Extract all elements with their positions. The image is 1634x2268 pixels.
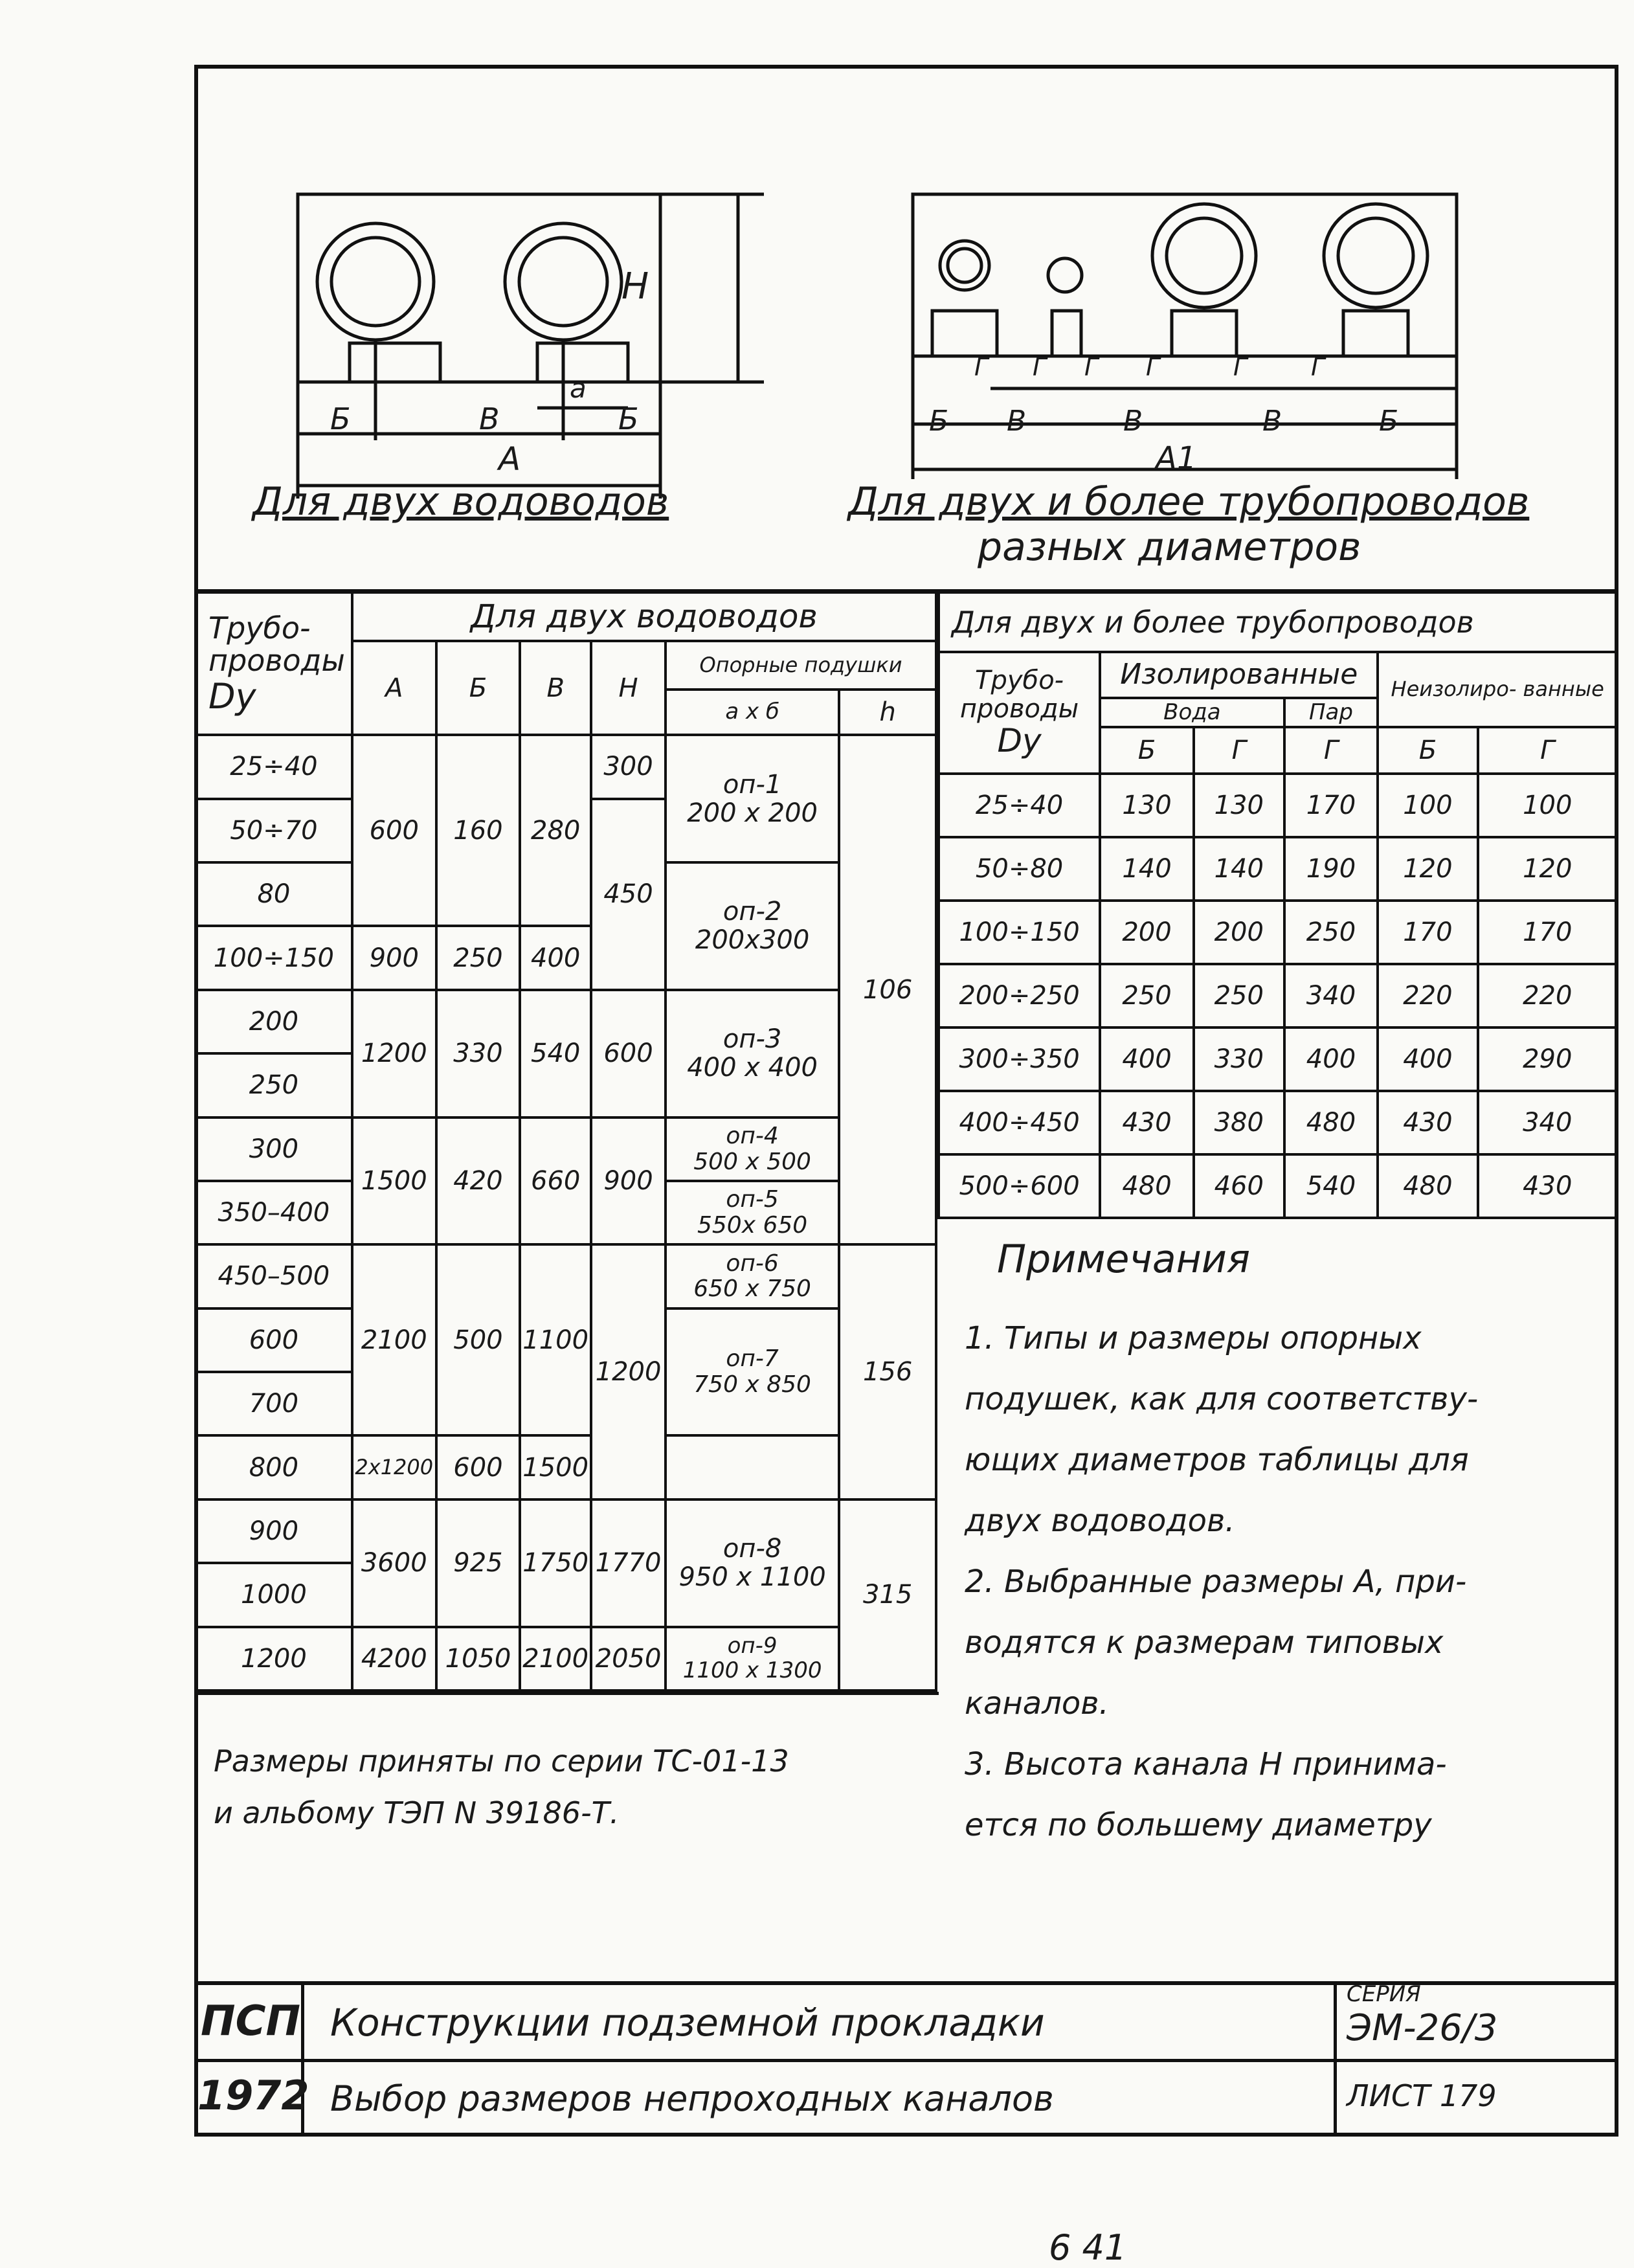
- cell-dy: 50÷70: [196, 799, 352, 862]
- cell-B: 925: [436, 1499, 520, 1627]
- dim-G-2: Г: [1033, 353, 1047, 381]
- cell-support: оп-4 500 х 500: [666, 1117, 839, 1181]
- cell-nB: 400: [1378, 1027, 1477, 1091]
- cell-sG: 250: [1284, 901, 1378, 964]
- cell-V: 2100: [520, 1627, 591, 1691]
- cell-dy: 200: [196, 990, 352, 1053]
- cell-wG: 200: [1194, 901, 1284, 964]
- cell-nG: 340: [1478, 1091, 1618, 1154]
- note-line: подушек, как для соответству-: [965, 1381, 1479, 1417]
- cell-H: 600: [591, 990, 666, 1117]
- cell-V: 540: [520, 990, 591, 1117]
- caption-different-diameters: разных диаметров: [978, 524, 1361, 570]
- series-label: СЕРИЯ: [1347, 1981, 1421, 2007]
- th-noninsulated: Неизолиро- ванные: [1378, 652, 1617, 727]
- dim-B-r1: Б: [929, 405, 949, 438]
- cell-support: [666, 1435, 839, 1499]
- dim-G-6: Г: [1311, 353, 1325, 381]
- cell-support: оп-5 550х 650: [666, 1181, 839, 1244]
- drawing-multiple-pipes: [893, 181, 1515, 505]
- cell-A: 2х1200: [352, 1435, 436, 1499]
- th-A: А: [352, 641, 436, 735]
- cell-wB: 200: [1100, 901, 1194, 964]
- th-group-multiple: Для двух и более трубопроводов: [939, 592, 1617, 652]
- source-note-line: Размеры приняты по серии ТС-01-13: [214, 1744, 789, 1779]
- cell-sG: 480: [1284, 1091, 1378, 1154]
- cell-nG: 290: [1478, 1027, 1618, 1091]
- cell-h: 156: [839, 1244, 936, 1499]
- cell-nG: 120: [1478, 837, 1618, 901]
- cell-dy-r: 400÷450: [939, 1091, 1100, 1154]
- note-line: двух водоводов.: [965, 1503, 1235, 1539]
- cell-B: 500: [436, 1244, 520, 1435]
- th-pipes: Трубо- проводы Dу: [196, 592, 352, 735]
- table-multiple-pipes: [937, 591, 1618, 1219]
- cell-wB: 140: [1100, 837, 1194, 901]
- cell-B: 250: [436, 926, 520, 989]
- cell-sG: 400: [1284, 1027, 1378, 1091]
- cell-wG: 130: [1194, 774, 1284, 837]
- cell-dy: 600: [196, 1308, 352, 1372]
- caption-multiple-pipes: Для двух и более трубопроводов: [848, 479, 1530, 524]
- cell-support: оп-9 1100 х 1300: [666, 1627, 839, 1691]
- dim-G-3: Г: [1084, 353, 1099, 381]
- title-block-divider: [194, 2059, 1618, 2062]
- cell-sG: 190: [1284, 837, 1378, 901]
- source-note: [214, 1735, 789, 1839]
- cell-V: 400: [520, 926, 591, 989]
- cell-h: 106: [839, 735, 936, 1244]
- cell-dy: 450–500: [196, 1244, 352, 1308]
- th-pipes-r: Трубо- проводы Dу: [939, 652, 1100, 774]
- year: 1972: [197, 2072, 309, 2119]
- th-insulated: Изолированные: [1100, 652, 1378, 698]
- cell-wG: 330: [1194, 1027, 1284, 1091]
- cell-sG: 340: [1284, 964, 1378, 1027]
- note-line: ется по большему диаметру: [965, 1807, 1432, 1843]
- note-line: 2. Выбранные размеры А, при-: [965, 1564, 1467, 1600]
- th-sG: Г: [1284, 727, 1378, 773]
- cell-support: оп-1 200 х 200: [666, 735, 839, 862]
- note-line: 3. Высота канала Н принима-: [965, 1746, 1447, 1782]
- cell-V: 1100: [520, 1244, 591, 1435]
- th-H: Н: [591, 641, 666, 735]
- pipe-1: [317, 223, 434, 340]
- cell-A: 600: [352, 735, 436, 926]
- cell-dy-r: 25÷40: [939, 774, 1100, 837]
- cell-dy: 25÷40: [196, 735, 352, 798]
- cell-B: 420: [436, 1117, 520, 1245]
- dim-H: Н: [621, 265, 649, 308]
- cell-B: 160: [436, 735, 520, 926]
- note-line: ющих диаметров таблицы для: [965, 1442, 1469, 1478]
- cell-sG: 540: [1284, 1154, 1378, 1218]
- cell-H: 450: [591, 799, 666, 990]
- notes-body: [965, 1308, 1478, 1856]
- cell-nB: 220: [1378, 964, 1477, 1027]
- dim-V-r1: В: [1007, 405, 1027, 438]
- cell-B: 330: [436, 990, 520, 1117]
- cell-dy-r: 200÷250: [939, 964, 1100, 1027]
- dim-V-r3: В: [1262, 405, 1282, 438]
- org-name: ПСП: [201, 1997, 301, 2045]
- dim-G-5: Г: [1233, 353, 1248, 381]
- th-wB: Б: [1100, 727, 1194, 773]
- dim-a: а: [570, 372, 587, 404]
- cell-H: 300: [591, 735, 666, 798]
- cell-nG: 220: [1478, 964, 1618, 1027]
- th-nB: Б: [1378, 727, 1477, 773]
- cell-dy-r: 50÷80: [939, 837, 1100, 901]
- cell-support: оп-7 750 х 850: [666, 1308, 839, 1436]
- th-water: Вода: [1100, 698, 1284, 727]
- th-h: h: [839, 690, 936, 735]
- cell-H: 1770: [591, 1499, 666, 1627]
- cell-wG: 140: [1194, 837, 1284, 901]
- cell-A: 2100: [352, 1244, 436, 1435]
- cell-support: оп-2 200х300: [666, 862, 839, 990]
- cell-dy: 300: [196, 1117, 352, 1181]
- cell-B: 600: [436, 1435, 520, 1499]
- cell-nG: 170: [1478, 901, 1618, 964]
- cell-dy: 800: [196, 1435, 352, 1499]
- cell-H: 2050: [591, 1627, 666, 1691]
- th-axb: а х б: [666, 690, 839, 735]
- dim-G-1: Г: [974, 353, 989, 381]
- table-bottom-rule: [194, 1692, 939, 1695]
- cell-dy: 1200: [196, 1627, 352, 1691]
- cell-wG: 380: [1194, 1091, 1284, 1154]
- note-line: 1. Типы и размеры опорных: [965, 1320, 1422, 1356]
- th-wG: Г: [1194, 727, 1284, 773]
- cell-dy: 1000: [196, 1563, 352, 1626]
- drawing-two-water-pipes: [246, 168, 803, 531]
- cell-H: 900: [591, 1117, 666, 1245]
- dim-V-r2: В: [1123, 405, 1143, 438]
- cell-V: 1500: [520, 1435, 591, 1499]
- cell-B: 1050: [436, 1627, 520, 1691]
- cell-nB: 120: [1378, 837, 1477, 901]
- title-line-2: Выбор размеров непроходных каналов: [330, 2078, 1054, 2119]
- th-steam: Пар: [1284, 698, 1378, 727]
- cell-support: оп-3 400 х 400: [666, 990, 839, 1117]
- cell-sG: 170: [1284, 774, 1378, 837]
- cell-dy-r: 100÷150: [939, 901, 1100, 964]
- sheet-label: ЛИСТ 179: [1347, 2078, 1497, 2113]
- cell-wB: 130: [1100, 774, 1194, 837]
- cell-nB: 170: [1378, 901, 1477, 964]
- cell-wG: 460: [1194, 1154, 1284, 1218]
- cell-nB: 430: [1378, 1091, 1477, 1154]
- bottom-mark: 6 41: [1049, 2227, 1127, 2268]
- th-supports: Опорные подушки: [666, 641, 936, 690]
- cell-wB: 480: [1100, 1154, 1194, 1218]
- dim-B-r2: Б: [1379, 405, 1399, 438]
- dim-A1: А1: [1156, 440, 1197, 477]
- cell-dy: 350–400: [196, 1181, 352, 1244]
- cell-nB: 480: [1378, 1154, 1477, 1218]
- cell-wG: 250: [1194, 964, 1284, 1027]
- cell-dy: 100÷150: [196, 926, 352, 989]
- dim-A: А: [498, 440, 521, 478]
- cell-dy: 80: [196, 862, 352, 926]
- cell-dy: 700: [196, 1372, 352, 1435]
- cell-dy-r: 500÷600: [939, 1154, 1100, 1218]
- cell-dy: 900: [196, 1499, 352, 1563]
- dim-B-right: Б: [618, 401, 639, 436]
- dim-V: В: [479, 401, 500, 436]
- dim-G-4: Г: [1146, 353, 1160, 381]
- th-B: Б: [436, 641, 520, 735]
- th-group-two-water: Для двух водоводов: [352, 592, 936, 641]
- table-two-water-pipes: [194, 591, 937, 1692]
- cell-V: 1750: [520, 1499, 591, 1627]
- source-note-line: и альбому ТЭП N 39186-Т.: [214, 1795, 620, 1830]
- th-V: В: [520, 641, 591, 735]
- cell-A: 1500: [352, 1117, 436, 1245]
- pipe-2: [505, 223, 621, 340]
- cell-support: оп-6 650 х 750: [666, 1244, 839, 1308]
- cell-support: оп-8 950 х 1100: [666, 1499, 839, 1627]
- cell-H: 1200: [591, 1244, 666, 1499]
- cell-h: 315: [839, 1499, 936, 1690]
- title-block-col2: [1334, 1981, 1337, 2137]
- dim-B-left: Б: [330, 401, 351, 436]
- notes-title: Примечания: [997, 1237, 1250, 1282]
- cell-nG: 100: [1478, 774, 1618, 837]
- note-line: водятся к размерам типовых: [965, 1624, 1444, 1661]
- cell-dy-r: 300÷350: [939, 1027, 1100, 1091]
- cell-wB: 430: [1100, 1091, 1194, 1154]
- cell-V: 280: [520, 735, 591, 926]
- cell-A: 4200: [352, 1627, 436, 1691]
- cell-wB: 400: [1100, 1027, 1194, 1091]
- th-nG: Г: [1478, 727, 1618, 773]
- note-line: каналов.: [965, 1685, 1109, 1722]
- cell-dy: 250: [196, 1053, 352, 1117]
- support-pad-1: [350, 343, 440, 382]
- cell-A: 900: [352, 926, 436, 989]
- cell-V: 660: [520, 1117, 591, 1245]
- caption-two-water-pipes: Для двух водоводов: [252, 479, 669, 524]
- series-value: ЭМ-26/3: [1347, 2007, 1498, 2049]
- cell-A: 1200: [352, 990, 436, 1117]
- cell-nG: 430: [1478, 1154, 1618, 1218]
- cell-nB: 100: [1378, 774, 1477, 837]
- cell-A: 3600: [352, 1499, 436, 1627]
- cell-wB: 250: [1100, 964, 1194, 1027]
- title-line-1: Конструкции подземной прокладки: [330, 2001, 1045, 2045]
